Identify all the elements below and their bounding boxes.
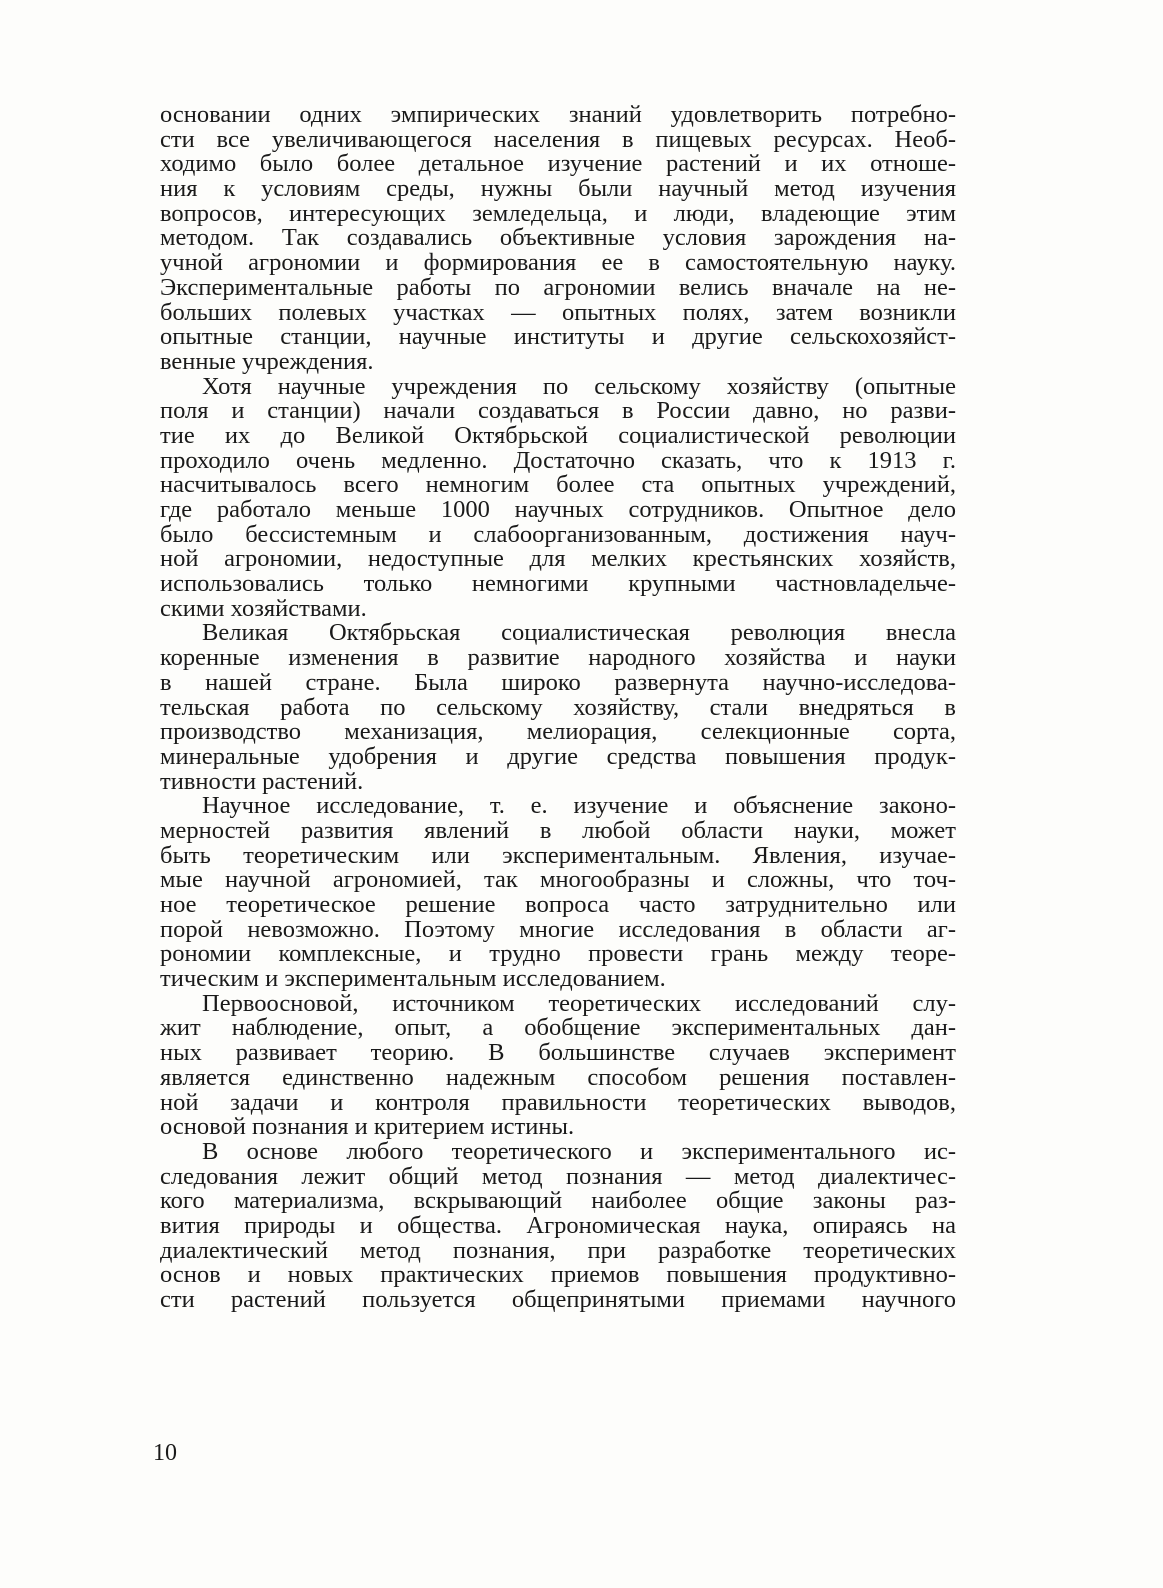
text-line: тивности растений. bbox=[160, 769, 364, 795]
text-line: ной агрономии, недоступные для мелких крестьянских хозяйств, bbox=[160, 547, 956, 573]
text-line: тическим и экспериментальным исследованием. bbox=[160, 967, 666, 992]
text-line: производство механизация, мелиорация, селекционные сорта, bbox=[160, 720, 956, 745]
text-line: вития природы и общества. Агрономическая наука, опираясь на bbox=[160, 1213, 956, 1239]
text-line: тельская работа по сельскому хозяйству, стали внедряться в bbox=[160, 695, 956, 721]
text-line: в нашей стране. Была широко развернута научно-исследова- bbox=[160, 670, 956, 696]
text-line: было бессистемным и слабоорганизованным, достижения науч- bbox=[160, 522, 956, 548]
text-line: Первоосновой, источником теоретических исследований слу- bbox=[202, 991, 956, 1017]
text-line: В основе любого теоретического и экспериментального ис- bbox=[202, 1139, 956, 1165]
body-text bbox=[160, 103, 956, 1313]
text-line: ния к условиям среды, нужны были научный метод изучения bbox=[160, 177, 956, 202]
text-line: мерностей развития явлений в любой области науки, может bbox=[160, 818, 956, 844]
text-line: мые научной агрономией, так многообразны и сложны, что точ- bbox=[160, 868, 956, 893]
text-line: методом. Так создавались объективные условия зарождения на- bbox=[160, 226, 956, 252]
text-line: ной задачи и контроля правильности теоретических выводов, bbox=[160, 1090, 956, 1116]
text-line: опытные станции, научные институты и другие сельскохозяйст- bbox=[160, 325, 956, 350]
text-line: рономии комплексные, и трудно провести грань между теоре- bbox=[160, 942, 956, 968]
text-line: учной агрономии и формирования ее в самостоятельную науку. bbox=[160, 251, 956, 276]
text-line: Хотя научные учреждения по сельскому хозяйству (опытные bbox=[202, 374, 956, 400]
paragraph bbox=[160, 1140, 956, 1313]
text-line: насчитывалось всего немногим более ста опытных учреждений, bbox=[160, 473, 956, 498]
text-line: является единственно надежным способом решения поставлен- bbox=[160, 1065, 956, 1091]
paragraph bbox=[160, 992, 956, 1140]
text-line: тие их до Великой Октябрьской социалистической революции bbox=[160, 423, 956, 449]
text-line: порой невозможно. Поэтому многие исследования в области аг- bbox=[160, 917, 956, 943]
text-line: ходимо было более детальное изучение растений и их отноше- bbox=[160, 152, 956, 178]
paragraph bbox=[160, 794, 956, 992]
text-line: вопросов, интересующих земледельца, и люди, владеющие этим bbox=[160, 201, 956, 227]
text-line: больших полевых участках — опытных полях, затем возникли bbox=[160, 300, 956, 326]
text-line: основании одних эмпирических знаний удовлетворить потребно- bbox=[160, 103, 956, 128]
text-line: кого материализма, вскрывающий наиболее общие законы раз- bbox=[160, 1189, 956, 1214]
text-line: использовались только немногими крупными частновладельче- bbox=[160, 572, 956, 597]
text-line: коренные изменения в развитие народного хозяйства и науки bbox=[160, 646, 956, 671]
text-line: сти все увеличивающегося населения в пищевых ресурсах. Необ- bbox=[160, 127, 956, 153]
paragraph bbox=[160, 621, 956, 794]
text-line: ное теоретическое решение вопроса часто затруднительно или bbox=[160, 893, 956, 918]
text-line: скими хозяйствами. bbox=[160, 596, 367, 622]
text-line: сти растений пользуется общепринятыми приемами научного bbox=[160, 1288, 956, 1313]
text-line: проходило очень медленно. Достаточно сказать, что к 1913 г. bbox=[160, 448, 956, 474]
text-line: Экспериментальные работы по агрономии велись вначале на не- bbox=[160, 275, 956, 301]
text-line: венные учреждения. bbox=[160, 349, 374, 375]
text-line: поля и станции) начали создаваться в России давно, но разви- bbox=[160, 399, 956, 424]
paragraph bbox=[160, 375, 956, 622]
text-line: основой познания и критерием истины. bbox=[160, 1115, 575, 1140]
text-line: Научное исследование, т. е. изучение и объяснение законо- bbox=[202, 794, 956, 819]
page-number: 10 bbox=[153, 1440, 177, 1466]
text-line: диалектический метод познания, при разработке теоретических bbox=[160, 1238, 956, 1264]
text-line: быть теоретическим или экспериментальным. Явления, изучае- bbox=[160, 843, 956, 869]
paragraph bbox=[160, 103, 956, 375]
text-line: основ и новых практических приемов повышения продуктивно- bbox=[160, 1263, 956, 1288]
text-line: следования лежит общий метод познания — метод диалектичес- bbox=[160, 1164, 956, 1190]
text-line: минеральные удобрения и другие средства повышения продук- bbox=[160, 744, 956, 770]
text-line: жит наблюдение, опыт, а обобщение экспериментальных дан- bbox=[160, 1016, 956, 1042]
text-line: Великая Октябрьская социалистическая революция внесла bbox=[202, 621, 956, 647]
text-line: ных развивает теорию. В большинстве случаев эксперимент bbox=[160, 1041, 956, 1066]
text-line: где работало меньше 1000 научных сотрудников. Опытное дело bbox=[160, 498, 956, 523]
